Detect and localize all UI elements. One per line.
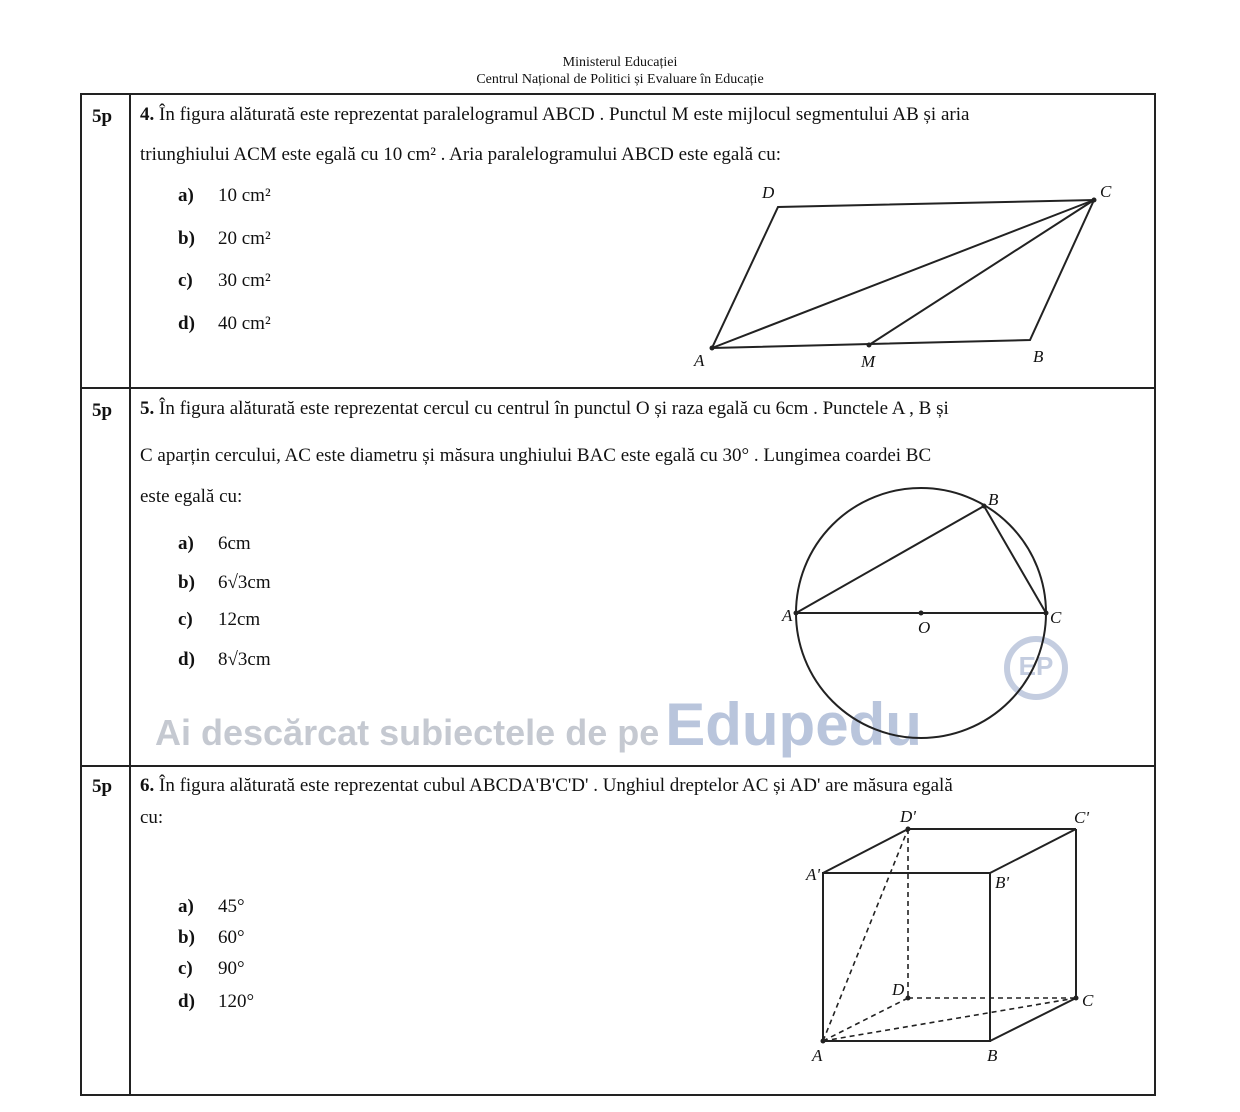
problem-4-line-1: 4. În figura alăturată este reprezentat paralelogramul ABCD . Punctul M este mijlocul segmentului AB și aria (140, 104, 970, 125)
problem-5-line-3: este egală cu: (140, 486, 243, 507)
label-C: C (1050, 608, 1062, 627)
ministry-header: Ministerul Educației (562, 55, 678, 70)
problem-6-line-2: cu: (140, 807, 164, 828)
answer-option: b) 20 cm² (178, 228, 271, 249)
points-problem-4: 5p (92, 106, 113, 127)
label-C-prime: C' (1074, 808, 1089, 827)
answer-option: c) 90° (178, 958, 245, 979)
label-C: C (1100, 182, 1112, 201)
answer-option: a) 6cm (178, 533, 251, 554)
points-problem-5: 5p (92, 400, 113, 421)
problem-6-line-1: 6. În figura alăturată este reprezentat cubul ABCDA'B'C'D' . Unghiul dreptelor AC și AD' are măsura egală (140, 775, 953, 796)
label-M: M (861, 352, 876, 371)
label-D: D (892, 980, 905, 999)
label-A: A (782, 606, 793, 625)
watermark: Ai descărcat subiectele de pe Edupedu (155, 691, 922, 758)
answer-option: d) 40 cm² (178, 313, 271, 334)
problem-5-number: 5. (140, 398, 155, 419)
center-header: Centrul Național de Politici și Evaluare în Educație (476, 72, 764, 87)
label-B: B (988, 490, 999, 509)
label-A: A (812, 1046, 823, 1065)
label-C: C (1082, 991, 1094, 1010)
label-O: O (918, 618, 931, 637)
answer-option: b) 6√3cm (178, 572, 271, 593)
problem-4-number: 4. (140, 104, 155, 125)
problem-6-number: 6. (140, 775, 155, 796)
answer-option: c) 12cm (178, 609, 261, 630)
answer-option: a) 45° (178, 896, 245, 917)
label-D-prime: D' (900, 807, 916, 826)
problem-5-line-1: 5. În figura alăturată este reprezentat cercul cu centrul în punctul O și raza egală cu 6cm . Punctele A , B și (140, 398, 949, 419)
label-A: A (694, 351, 705, 370)
problem-5-line-2: C aparțin cercului, AC este diametru și măsura unghiului BAC este egală cu 30° . Lungimea coardei BC (140, 445, 932, 466)
edupedu-logo-icon: EP (1004, 636, 1068, 700)
answer-option: b) 60° (178, 927, 245, 948)
label-B: B (1033, 347, 1044, 366)
answer-option: d) 8√3cm (178, 649, 271, 670)
label-A-prime: A' (806, 865, 821, 884)
problem-4-line-2: triunghiului ACM este egală cu 10 cm² . Aria paralelogramului ABCD este egală cu: (140, 144, 781, 165)
answer-option: d) 120° (178, 991, 255, 1012)
label-B-prime: B' (995, 873, 1010, 892)
answer-option: a) 10 cm² (178, 185, 271, 206)
label-D: D (762, 183, 775, 202)
points-problem-6: 5p (92, 776, 113, 797)
answer-option: c) 30 cm² (178, 270, 271, 291)
label-B: B (987, 1046, 998, 1065)
